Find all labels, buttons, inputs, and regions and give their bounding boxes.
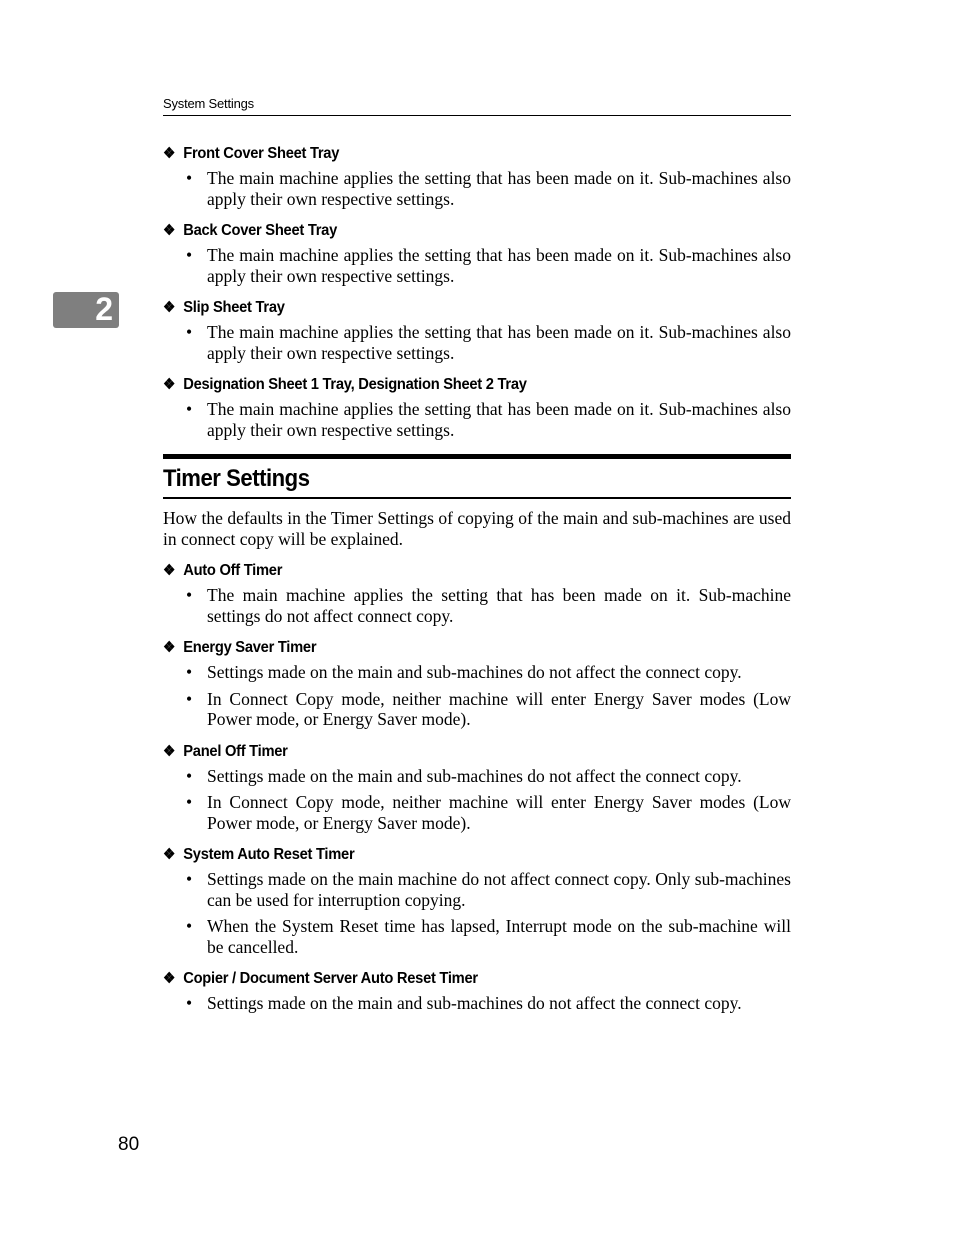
bullet-list [163,168,791,209]
bullet-list [163,585,791,626]
subheading-label: Energy Saver Timer [183,639,317,656]
page-content [163,140,791,1022]
subheading-label: System Auto Reset Timer [183,846,355,863]
section-rule-bottom [163,497,791,499]
subheading-energy-saver-timer [163,634,741,662]
page-number: 80 [118,1134,140,1155]
diamond-bullet-icon: ❖ [163,970,176,987]
diamond-bullet-icon: ❖ [163,846,176,863]
list-item: • Settings made on the main and sub-machines do not affect the connect copy. [207,662,791,683]
list-item: • Settings made on the main and sub-machines do not affect the connect copy. [207,766,791,787]
list-item: • When the System Reset time has lapsed, Interrupt mode on the sub-machine will be cancelled. [207,916,791,957]
subheading-label: Slip Sheet Tray [183,299,285,316]
list-item: • Settings made on the main and sub-machines do not affect the connect copy. [207,993,791,1014]
list-item: • In Connect Copy mode, neither machine will enter Energy Saver modes (Low Power mode, or Energy Saver mode). [207,792,791,833]
subheading-designation-sheet-trays [163,371,741,399]
subheading-label: Panel Off Timer [183,742,288,760]
subheading-label: Copier / Document Server Auto Reset Timer [183,970,478,987]
diamond-bullet-icon: ❖ [163,222,176,239]
subheading-back-cover-sheet-tray [163,217,741,245]
subheading-system-auto-reset-timer [163,841,741,869]
running-header: System Settings [163,96,254,111]
list-item: • The main machine applies the setting that has been made on it. Sub-machine settings do not affect connect copy. [207,585,791,626]
bullet-list [163,662,791,730]
subheading-panel-off-timer [163,738,741,766]
list-item: • The main machine applies the setting that has been made on it. Sub-machines also apply their own respective settings. [207,245,791,286]
chapter-number: 2 [95,291,113,327]
bullet-list [163,322,791,363]
subheading-label: Designation Sheet 1 Tray, Designation Sheet 2 Tray [183,376,527,393]
section-title: Timer Settings [163,465,310,492]
list-item: • The main machine applies the setting that has been made on it. Sub-machines also apply their own respective settings. [207,399,791,440]
chapter-tab [53,292,119,328]
bullet-list [163,245,791,286]
list-item: • Settings made on the main machine do not affect connect copy. Only sub-machines can be used for interruption copying. [207,869,791,910]
subheading-label: Auto Off Timer [183,562,283,579]
diamond-bullet-icon: ❖ [163,639,176,656]
subheading-label: Front Cover Sheet Tray [183,145,340,162]
bullet-list [163,993,791,1014]
diamond-bullet-icon: ❖ [163,376,176,393]
subheading-auto-off-timer [163,557,741,585]
diamond-bullet-icon: ❖ [163,562,176,579]
subheading-copier-document-server-auto-reset-timer [163,965,741,993]
list-item: • In Connect Copy mode, neither machine will enter Energy Saver modes (Low Power mode, or Energy Saver mode). [207,689,791,730]
bullet-list [163,766,791,834]
section-intro: How the defaults in the Timer Settings of copying of the main and sub-machines are used in connect copy will be explained. [163,508,791,549]
subheading-label: Back Cover Sheet Tray [183,222,337,239]
subheading-slip-sheet-tray [163,294,741,322]
bullet-list [163,399,791,440]
list-item: • The main machine applies the setting that has been made on it. Sub-machines also apply their own respective settings. [207,168,791,209]
bullet-list [163,869,791,957]
diamond-bullet-icon: ❖ [163,742,176,760]
diamond-bullet-icon: ❖ [163,145,176,162]
list-item: • The main machine applies the setting that has been made on it. Sub-machines also apply their own respective settings. [207,322,791,363]
header-divider [163,115,791,116]
subheading-front-cover-sheet-tray [163,140,741,168]
diamond-bullet-icon: ❖ [163,299,176,316]
